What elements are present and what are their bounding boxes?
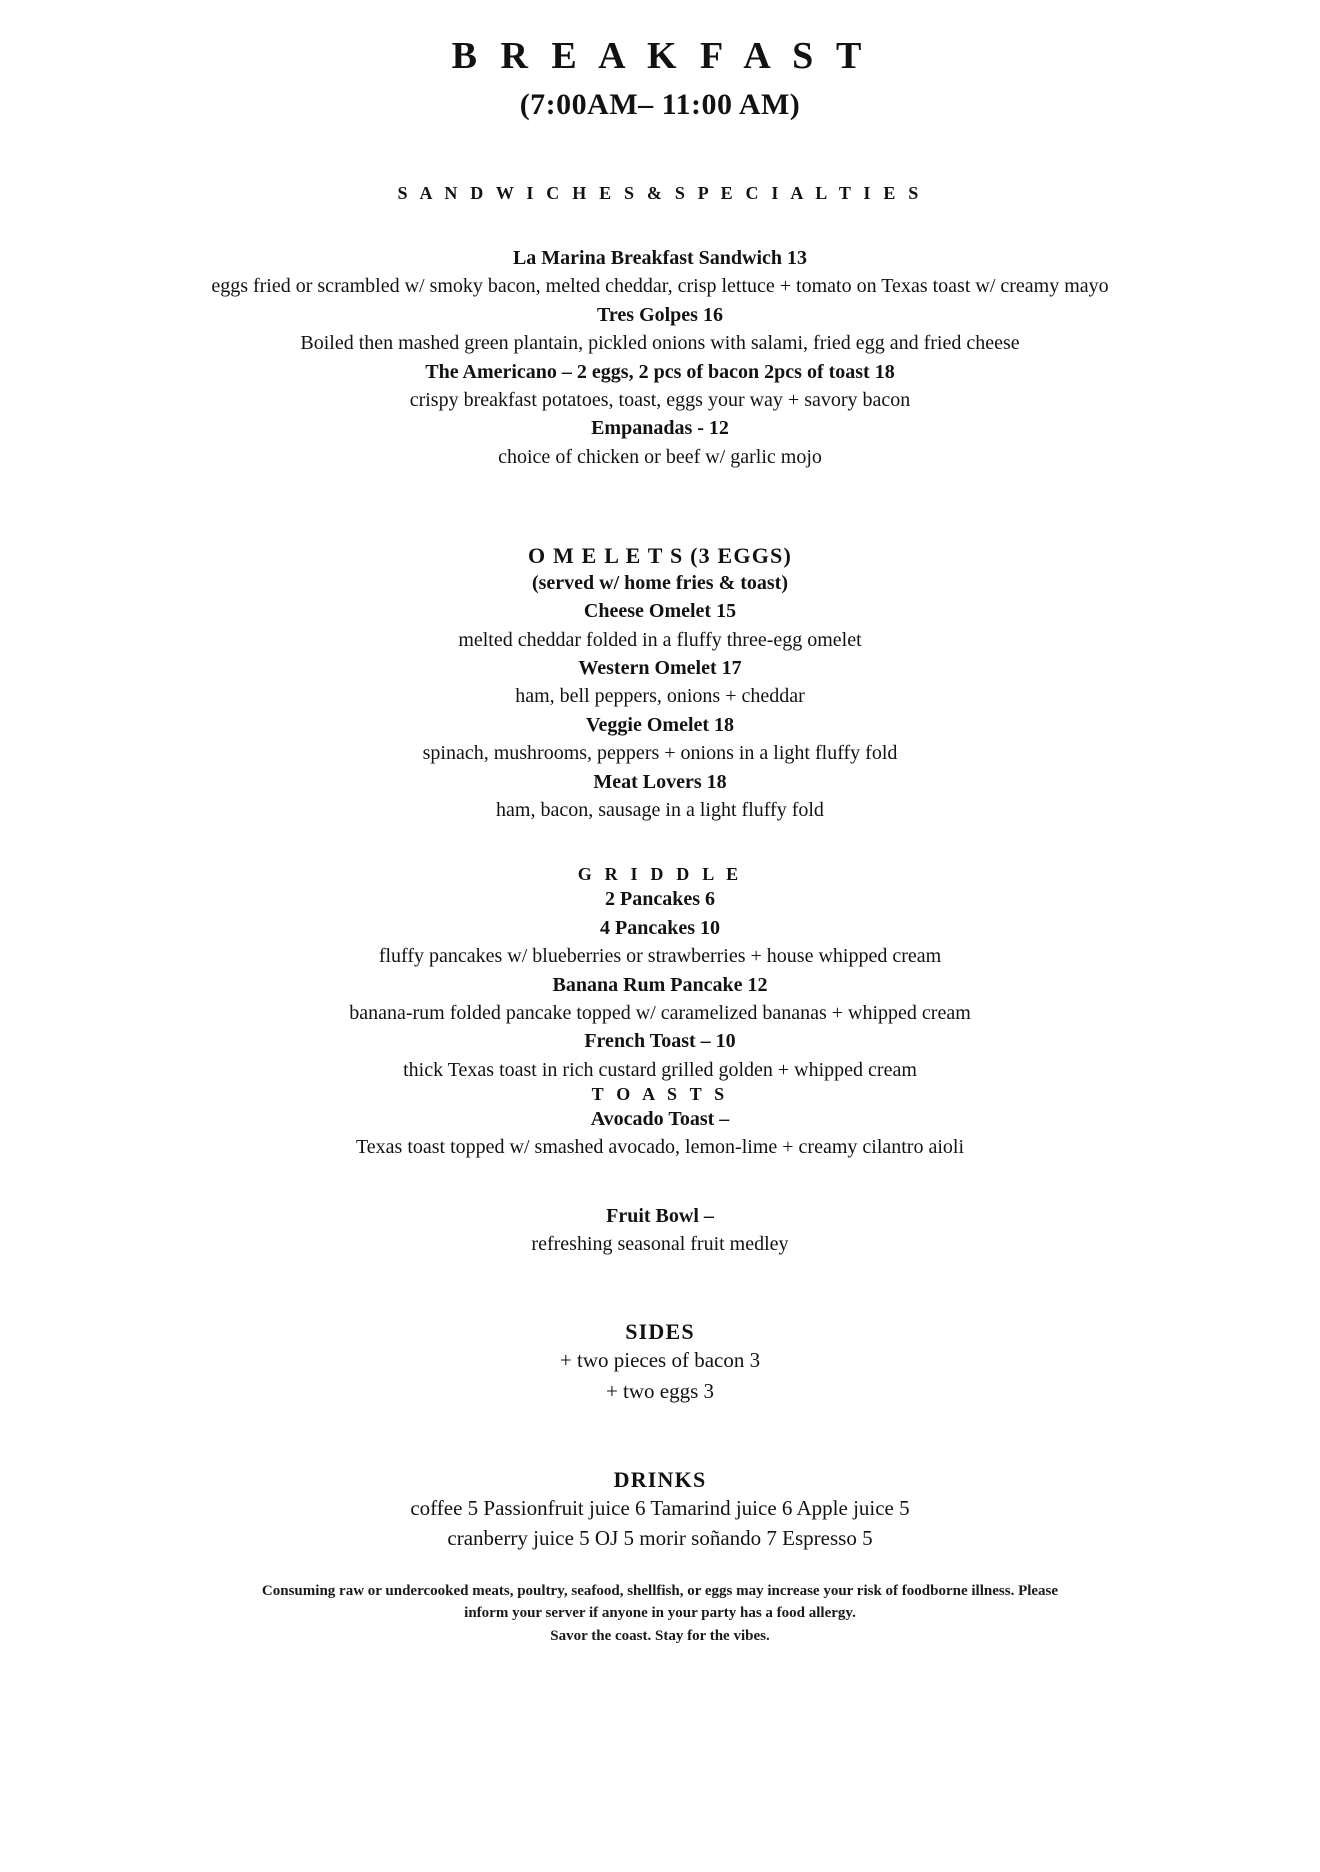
menu-item-name: Empanadas - 12	[591, 417, 729, 440]
footer-disclaimer-line-2: inform your server if anyone in your party has a food allergy.	[464, 1605, 856, 1622]
menu-item	[28, 1202, 1292, 1259]
menu-item	[28, 885, 1292, 913]
section-heading: T O A S T S	[591, 1084, 729, 1105]
page-title: B R E A K F A S T	[451, 35, 869, 77]
menu-item	[28, 654, 1292, 711]
section-fruit-bowl	[28, 1202, 1292, 1259]
menu-item-name: Avocado Toast –	[590, 1108, 730, 1131]
menu-item-description: crispy breakfast potatoes, toast, eggs your way + savory bacon	[409, 389, 911, 412]
section-heading: G R I D D L E	[577, 864, 743, 885]
section-heading: O M E L E T S (3 EGGS)	[528, 543, 792, 569]
menu-item	[28, 1027, 1292, 1084]
menu-item-description: banana-rum folded pancake topped w/ caramelized bananas + whipped cream	[349, 1001, 971, 1024]
section-omelets	[28, 543, 1292, 824]
menu-item-description: ham, bacon, sausage in a light fluffy fold	[496, 798, 824, 821]
menu-item	[28, 414, 1292, 471]
footer-disclaimer-line-1: Consuming raw or undercooked meats, poultry, seafood, shellfish, or eggs may increase your risk of foodborne illness. Please	[261, 1582, 1059, 1599]
menu-item-name: Tres Golpes 16	[597, 303, 723, 326]
service-hours: (7:00AM– 11:00 AM)	[519, 87, 801, 121]
menu-item	[28, 914, 1292, 971]
menu-item-name: Cheese Omelet 15	[583, 600, 737, 623]
menu-item-name: Veggie Omelet 18	[585, 713, 735, 736]
drink-line: cranberry juice 5 OJ 5 morir soñando 7 Espresso 5	[447, 1526, 873, 1551]
menu-item-description: eggs fried or scrambled w/ smoky bacon, melted cheddar, crisp lettuce + tomato on Texas toast w/ creamy mayo	[211, 275, 1109, 298]
side-line: + two pieces of bacon 3	[559, 1347, 761, 1372]
menu-item-name: French Toast – 10	[584, 1030, 736, 1053]
spacer	[28, 204, 1292, 244]
menu-item-description: melted cheddar folded in a fluffy three-egg omelet	[458, 628, 862, 651]
menu-item-name: Fruit Bowl –	[606, 1204, 714, 1227]
menu-item-description: Boiled then mashed green plantain, pickled onions with salami, fried egg and fried cheese	[300, 332, 1020, 355]
menu-item	[28, 768, 1292, 825]
menu-item-description: refreshing seasonal fruit medley	[531, 1233, 789, 1256]
footer-tagline: Savor the coast. Stay for the vibes.	[550, 1627, 770, 1644]
menu-item-name: 4 Pancakes 10	[600, 916, 720, 939]
menu-item	[28, 711, 1292, 768]
menu-item	[28, 971, 1292, 1028]
menu-item-name: The Americano – 2 eggs, 2 pcs of bacon 2pcs of toast 18	[425, 360, 895, 383]
menu-item	[28, 1105, 1292, 1162]
menu-item	[28, 301, 1292, 358]
section-heading: SIDES	[625, 1318, 695, 1344]
menu-item	[28, 358, 1292, 415]
section-heading: S A N D W I C H E S & S P E C I A L T I E S	[397, 183, 923, 204]
section-griddle	[28, 864, 1292, 1084]
menu-item-description: spinach, mushrooms, peppers + onions in a light fluffy fold	[422, 742, 898, 765]
menu-item-description: thick Texas toast in rich custard grilled golden + whipped cream	[403, 1058, 917, 1081]
menu-item-name: 2 Pancakes 6	[605, 888, 715, 911]
menu-item-description: Texas toast topped w/ smashed avocado, lemon-lime + creamy cilantro aioli	[355, 1136, 965, 1159]
drink-line: coffee 5 Passionfruit juice 6 Tamarind juice 6 Apple juice 5	[410, 1495, 910, 1520]
section-drinks	[28, 1467, 1292, 1554]
side-line: + two eggs 3	[605, 1378, 715, 1403]
section-sandwiches-specialties	[28, 183, 1292, 471]
footer-disclaimer	[28, 1580, 1292, 1648]
menu-item-name: Meat Lovers 18	[593, 770, 727, 793]
menu-item-description: fluffy pancakes w/ blueberries or strawberries + house whipped cream	[378, 945, 942, 968]
menu-item	[28, 597, 1292, 654]
section-heading: DRINKS	[613, 1466, 707, 1492]
menu-item	[28, 244, 1292, 301]
menu-item-name: Banana Rum Pancake 12	[552, 973, 768, 996]
section-sides	[28, 1319, 1292, 1407]
section-toasts	[28, 1084, 1292, 1162]
menu-item-description: ham, bell peppers, onions + cheddar	[515, 685, 805, 708]
section-subheading: (served w/ home fries & toast)	[531, 572, 789, 595]
menu-item-name: Western Omelet 17	[578, 657, 742, 679]
menu-item-description: choice of chicken or beef w/ garlic mojo	[498, 445, 822, 468]
menu-item-name: La Marina Breakfast Sandwich 13	[512, 247, 808, 270]
